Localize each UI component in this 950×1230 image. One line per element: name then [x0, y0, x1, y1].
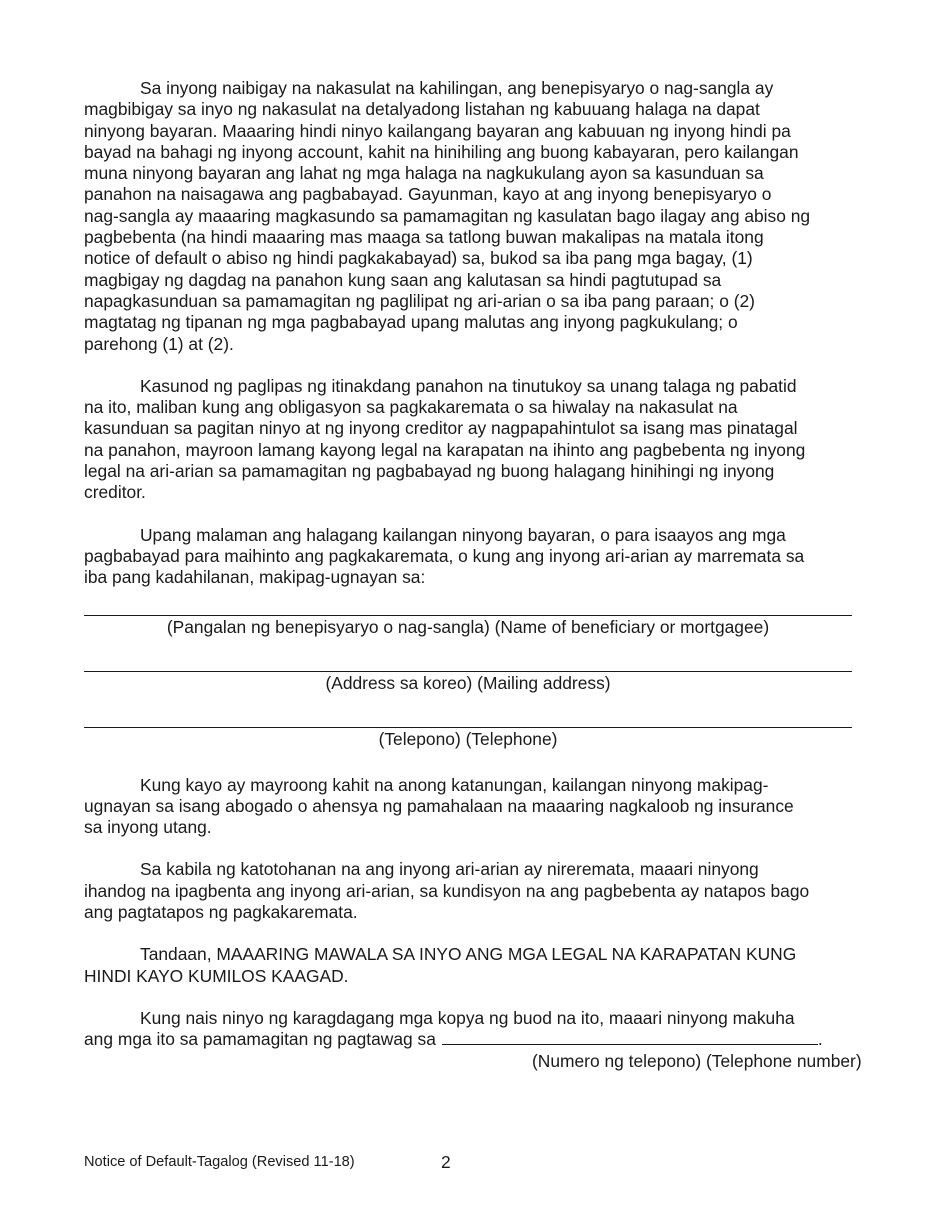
contact-fields [84, 615, 864, 750]
mailing-address-line[interactable] [84, 671, 852, 672]
paragraph-copies: Kung nais ninyo ng karagdagang mga kopya ng buod na ito, maaari ninyong makuha ang mga ito sa pamamagitan ng pagtawag sa . (Numero ng telepono) (Telephone number) [84, 1007, 862, 1071]
beneficiary-name-line[interactable] [84, 615, 852, 616]
telephone-line[interactable] [84, 727, 852, 728]
footer-form-title: Notice of Default-Tagalog (Revised 11-18) [84, 1154, 355, 1170]
document-body [84, 78, 864, 1071]
telephone-label: (Telepono) (Telephone) [378, 728, 558, 749]
paragraph-contact: Upang malaman ang halagang kailangan ninyong bayaran, o para isaayos ang mga pagbabayad para maihinto ang pagkakaremata, o kung ang inyong ari-arian ay marremata sa iba pang kadahilanan, makipag-ugnayan sa: [84, 524, 805, 588]
paragraph-questions: Kung kayo ay mayroong kahit na anong katanungan, kailangan ninyong makipag- ugnayan sa isang abogado o ahensya ng pamahalaan na maaaring nagkaloob ng insurance sa inyong utang. [84, 774, 794, 838]
page-number: 2 [441, 1152, 451, 1172]
beneficiary-name-label: (Pangalan ng benepisyaryo o nag-sangla) (Name of beneficiary or mortgagee) [166, 616, 770, 637]
paragraph-warning: Tandaan, MAAARING MAWALA SA INYO ANG MGA LEGAL NA KARAPATAN KUNG HINDI KAYO KUMILOS KAAGAD. [84, 944, 797, 986]
phone-number-blank[interactable] [442, 1030, 818, 1045]
phone-number-caption: (Numero ng telepono) (Telephone number) [532, 1050, 862, 1071]
paragraph-stop-sale: Kasunod ng paglipas ng itinakdang panahon na tinutukoy sa unang talaga ng pabatid na ito, maliban kung ang obligasyon sa pagkakaremata o sa hiwalay na nakasulat na kasunduan sa pagitan ninyo at ng inyong creditor ay nagpapahintulot sa isang mas pinatagal na panahon, mayroon lamang kayong legal na karapatan na ihinto ang pagbebenta ng inyong legal na ari-arian sa pamamagitan ng pagbabayad ng buong halagang hinihingi ng inyong creditor. [84, 375, 806, 503]
paragraph-offer-sale: Sa kabila ng katotohanan na ang inyong ari-arian ay nireremata, maaari ninyong ihandog na ipagbenta ang inyong ari-arian, sa kundisyon na ang pagbebenta ay natapos bago ang pagtatapos ng pagkakaremata. [84, 859, 810, 923]
paragraph-reinstatement: Sa inyong naibigay na nakasulat na kahilingan, ang benepisyaryo o nag-sangla ay magbibigay sa inyo ng nakasulat na detalyadong listahan ng kabuuang halaga na dapat ninyong bayaran. Maaaring hindi ninyo kailangang bayaran ang kabuuan ng inyong hindi pa bayad na bahagi ng inyong account, kahit na hinihiling ang buong kabayaran, pero kailangan muna ninyong bayaran ang lahat ng mga halaga na nagkukulang ayon sa kasunduan sa panahon na naisagawa ang pagbabayad. Gayunman, kayo at ang inyong benepisyaryo o nag-sangla ay maaaring magkasundo sa pamamagitan ng kasulatan bago ilagay ang abiso ng pagbebenta (na hindi maaaring mas maaga sa tatlong buwan makalipas na matala itong notice of default o abiso ng hindi pagkakabayad) sa, bukod sa iba pang mga bagay, (1) magbigay ng dagdag na panahon kung saan ang kalutasan sa hindi pagtutupad sa napagkasunduan sa pamamagitan ng paglilipat ng ari-arian o sa iba pang paraan; o (2) magtatag ng tipanan ng mga pagbabayad upang malutas ang inyong pagkukulang; o parehong (1) at (2). [84, 78, 811, 354]
mailing-address-label: (Address sa koreo) (Mailing address) [325, 672, 611, 693]
